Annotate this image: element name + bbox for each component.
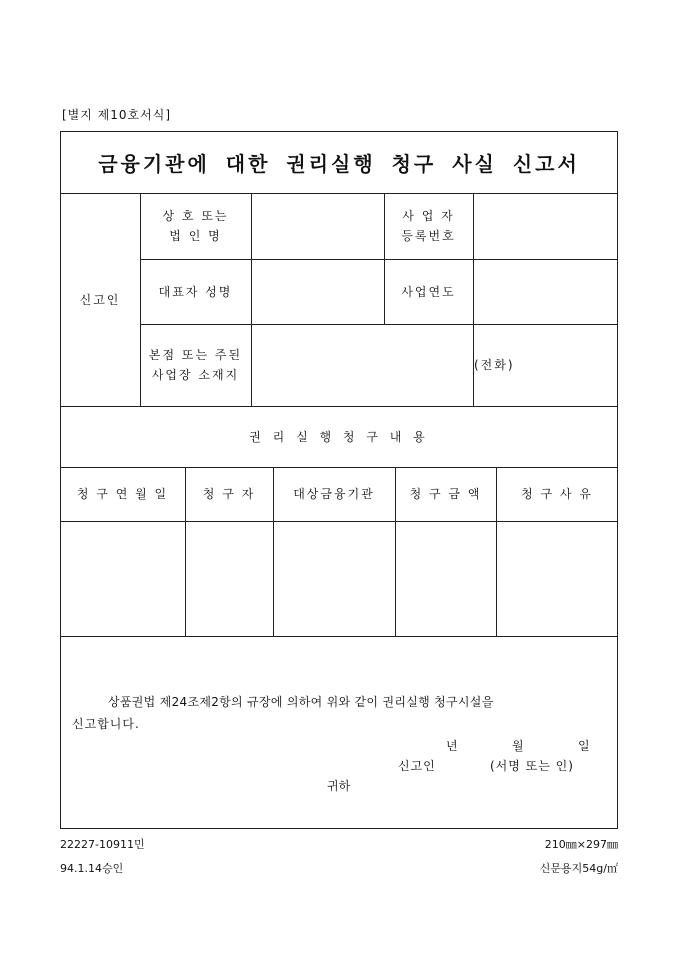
business-number-field[interactable] <box>473 193 618 259</box>
claim-section-title: 권 리 실 행 청 구 내 용 <box>249 429 429 444</box>
phone-label: (전화) <box>474 358 515 372</box>
claim-header-institution: 대상금융기관 <box>293 487 375 501</box>
rule-claim-row-bottom <box>60 636 618 637</box>
claim-reason-field[interactable] <box>496 521 618 636</box>
claim-header-amount: 청 구 금 액 <box>409 487 482 501</box>
date-year-label: 년 <box>446 739 458 753</box>
company-name-label-line1: 상 호 또는 <box>162 209 229 223</box>
fiscal-year-label: 사업연도 <box>401 284 456 299</box>
claim-header-date: 청 구 연 월 일 <box>76 487 169 501</box>
sign-note: (서명 또는 인) <box>490 759 574 773</box>
address-field[interactable] <box>251 324 473 406</box>
claim-amount-field[interactable] <box>395 521 496 636</box>
representative-label: 대표자 성명 <box>158 284 233 299</box>
claim-date-field[interactable] <box>60 521 185 636</box>
claim-institution-field[interactable] <box>273 521 395 636</box>
form-number: [별지 제10호서식] <box>62 108 171 122</box>
address-label-line1: 본점 또는 주된 <box>148 348 243 362</box>
reporter-section-label: 신고인 <box>79 292 121 307</box>
business-number-label-line2: 등록번호 <box>401 229 456 243</box>
paper-type: 신문용지54g/㎡ <box>539 862 618 875</box>
date-day-label: 일 <box>578 739 590 753</box>
address-label <box>140 324 251 406</box>
signer-label: 신고인 <box>398 759 436 773</box>
form-title: 금융기관에 대한 권리실행 청구 사실 신고서 <box>98 151 580 176</box>
address-label-line2: 사업장 소재지 <box>151 368 240 382</box>
fiscal-year-field[interactable] <box>473 259 618 324</box>
company-name-field[interactable] <box>251 193 384 259</box>
claim-header-claimant: 청 구 자 <box>202 487 256 501</box>
paper-size: 210㎜×297㎜ <box>544 838 618 851</box>
declaration-text-2: 신고합니다. <box>72 717 140 731</box>
approval-date: 94.1.14승인 <box>60 862 124 875</box>
representative-field[interactable] <box>251 259 384 324</box>
form-code: 22227-10911민 <box>60 838 145 851</box>
date-month-label: 월 <box>512 739 524 753</box>
business-number-label-line1: 사 업 자 <box>402 209 455 223</box>
recipient-label: 귀하 <box>327 779 351 793</box>
claim-header-reason: 청 구 사 유 <box>521 487 593 501</box>
company-name-label-line2: 법 인 명 <box>169 229 222 243</box>
business-number-label <box>384 193 473 259</box>
claim-claimant-field[interactable] <box>185 521 273 636</box>
declaration-text: 상품권법 제24조제2항의 규장에 의하여 위와 같이 권리실행 청구시설을 <box>108 695 494 709</box>
company-name-label <box>140 193 251 259</box>
